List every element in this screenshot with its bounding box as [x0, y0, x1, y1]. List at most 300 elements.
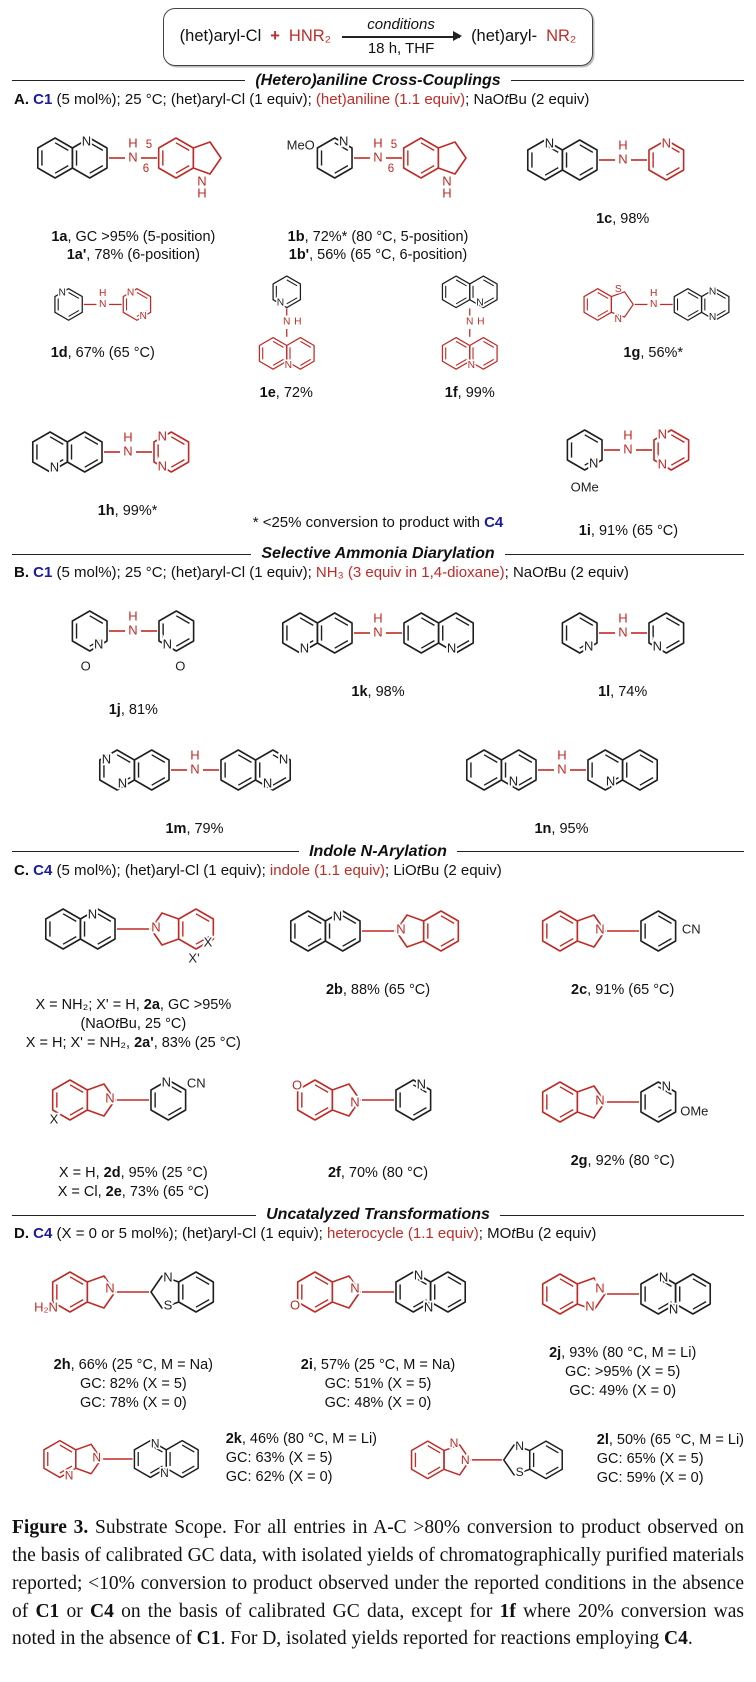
text-segment: , 74%	[610, 684, 648, 701]
svg-text:H: H	[122, 429, 133, 445]
svg-text:H: H	[128, 608, 139, 624]
text-segment: 1a	[51, 228, 68, 245]
compound-labels-2c	[571, 981, 674, 1000]
svg-text:N: N	[617, 150, 628, 166]
compound-label	[54, 1375, 213, 1394]
compound-card-1e	[196, 265, 378, 402]
text-segment: GC: 48% (X = 0)	[324, 1394, 432, 1411]
svg-text:N: N	[94, 636, 104, 652]
text-segment: Bu, 25 °C)	[119, 1015, 187, 1032]
section-title: Selective Ammonia Diarylation	[261, 545, 495, 563]
text-segment: 2f	[327, 1165, 341, 1182]
structure-1h	[13, 402, 243, 502]
compound-labels-2g	[571, 1152, 675, 1171]
text-segment: , 72%	[275, 384, 313, 401]
scheme-reactant-amine: HNR₂	[288, 27, 332, 46]
text-segment: 1n	[534, 821, 552, 838]
svg-text:X': X'	[188, 950, 200, 966]
svg-text:N: N	[589, 455, 599, 471]
text-segment: 1e	[259, 384, 276, 401]
svg-text:N: N	[197, 172, 208, 188]
text-segment: 2a'	[134, 1034, 154, 1051]
text-segment: 2l	[596, 1432, 609, 1449]
text-segment: , 98%	[612, 210, 650, 227]
text-segment: (5 mol%); (het)aryl-Cl (1 equiv);	[52, 861, 270, 879]
svg-text:N: N	[128, 622, 139, 638]
text-segment: 1j	[108, 702, 121, 719]
section-header-d	[12, 1206, 744, 1224]
svg-text:OMe: OMe	[571, 479, 600, 495]
compound-row	[12, 583, 744, 720]
svg-text:N: N	[515, 1438, 525, 1453]
svg-text:N: N	[594, 921, 605, 937]
svg-text:S: S	[163, 1297, 173, 1313]
conditions-line-b	[14, 564, 744, 581]
compound-card-1a	[12, 110, 255, 266]
compound-labels-1a	[51, 228, 215, 266]
compound-labels-1b	[288, 228, 469, 266]
compound-row	[12, 881, 744, 1053]
structure-1j	[18, 583, 248, 701]
conditions-line-a	[14, 91, 744, 108]
structure-2de	[18, 1052, 248, 1164]
compound-card-1i	[513, 402, 744, 541]
text-segment: ; NaO	[504, 564, 544, 582]
text-segment: 1m	[165, 821, 187, 838]
compound-row	[12, 720, 744, 839]
text-segment: , 81%	[120, 702, 158, 719]
text-segment: on the basis of calibrated GC data, except for	[113, 1600, 500, 1622]
header-rule	[12, 1215, 256, 1216]
text-segment: 1l	[598, 684, 611, 701]
compound-label	[351, 683, 404, 702]
compound-label	[26, 1015, 241, 1034]
text-segment: 2d	[103, 1165, 121, 1182]
svg-text:H: H	[189, 747, 200, 763]
svg-text:N: N	[105, 1280, 116, 1296]
text-segment: , 73% (65 °C)	[121, 1184, 209, 1201]
svg-text:N: N	[460, 1452, 470, 1467]
svg-text:N: N	[442, 172, 452, 188]
svg-text:N: N	[150, 1436, 160, 1451]
svg-text:N: N	[594, 1092, 605, 1108]
compound-row	[12, 402, 744, 541]
svg-text:N: N	[82, 132, 92, 148]
compound-card-1c	[501, 110, 744, 229]
text-segment: , 50% (65 °C, M = Li)	[608, 1432, 744, 1449]
svg-text:H: H	[373, 610, 383, 626]
compound-label	[549, 1344, 696, 1363]
text-segment: A.	[14, 90, 34, 108]
compound-labels-2a	[26, 996, 241, 1053]
text-segment: X = H,	[58, 1165, 104, 1182]
text-segment: 1d	[50, 345, 68, 362]
text-segment: B.	[14, 564, 34, 582]
section-header-b	[12, 545, 744, 563]
figure-caption	[12, 1514, 744, 1652]
text-segment: GC: 49% (X = 0)	[569, 1382, 677, 1399]
text-segment: (het)aniline (1.1 equiv)	[315, 90, 466, 108]
text-segment: ; MO	[478, 1225, 512, 1243]
scheme-reactant-arylcl: (het)aryl-Cl	[179, 27, 262, 46]
text-segment: .	[687, 1628, 693, 1650]
text-segment: Substrate Scope. For all entries in A-C >80% conversion to product observed on the basis of calibrated GC data, with isolated yields of chromatographically purified materials reported; <10% conversion to product observed under the reported conditions in the absence of	[12, 1517, 745, 1622]
text-segment: , 99%*	[114, 503, 158, 520]
compound-label	[26, 1034, 241, 1053]
svg-text:N: N	[708, 286, 716, 298]
svg-text:N: N	[282, 316, 290, 328]
structure-2h	[18, 1244, 248, 1356]
compound-label	[288, 246, 469, 265]
structure-1l	[508, 583, 738, 683]
svg-text:H: H	[99, 288, 107, 300]
text-segment: ; NaO	[465, 90, 505, 108]
compound-card-2de	[12, 1052, 255, 1202]
compound-card-2b	[257, 881, 500, 1000]
compound-label	[58, 1164, 209, 1183]
scheme-product-nr2: NR₂	[546, 27, 577, 46]
compound-labels-2j	[549, 1344, 696, 1401]
svg-text:N: N	[467, 360, 476, 372]
svg-text:N: N	[658, 1269, 668, 1285]
compound-card-1d	[12, 265, 194, 363]
svg-text:N: N	[556, 761, 567, 777]
svg-text:N: N	[623, 441, 634, 457]
compound-labels-1l	[598, 683, 647, 702]
text-segment: C1	[35, 1600, 60, 1622]
text-segment: , 91% (65 °C)	[587, 981, 675, 998]
svg-text:N: N	[49, 459, 59, 475]
text-segment: , 99%	[457, 384, 495, 401]
svg-text:N: N	[652, 638, 662, 654]
svg-text:N: N	[122, 443, 133, 459]
text-segment: Bu (2 equiv)	[547, 564, 629, 582]
compound-labels-1i	[579, 522, 678, 541]
text-segment: 1f	[444, 384, 458, 401]
structure-1b	[263, 110, 493, 228]
compound-label	[623, 344, 683, 363]
compound-labels-2f	[328, 1164, 428, 1183]
text-segment: (5 mol%); 25 °C; (het)aryl-Cl (1 equiv);	[52, 564, 316, 582]
section-c	[12, 843, 744, 1202]
header-rule	[505, 554, 744, 555]
compound-labels-2h	[54, 1356, 213, 1413]
svg-text:N: N	[446, 640, 457, 656]
arrow-line	[342, 36, 460, 38]
svg-text:6: 6	[387, 162, 395, 175]
section-title: (Hetero)aniline Cross-Couplings	[255, 71, 501, 89]
text-segment: 2i	[300, 1357, 313, 1374]
svg-text:N: N	[126, 287, 135, 299]
structure-2l	[379, 1413, 595, 1507]
compound-label	[571, 1152, 675, 1171]
compound-label	[260, 384, 313, 403]
svg-text:N: N	[373, 624, 383, 640]
compound-label	[51, 344, 155, 363]
text-segment: 1b	[287, 228, 305, 245]
section-title: Uncatalyzed Transformations	[266, 1206, 490, 1224]
svg-text:S: S	[515, 1464, 524, 1479]
structure-1d	[12, 265, 194, 344]
compound-card-1f	[379, 265, 561, 402]
text-segment: C4	[90, 1600, 114, 1622]
compound-label	[26, 996, 241, 1015]
text-segment: , 78% (6-position)	[86, 247, 200, 264]
conditions-line-c	[14, 862, 744, 879]
svg-text:N: N	[189, 761, 200, 777]
text-segment: * <25% conversion to product with	[252, 514, 485, 532]
scheme-box	[163, 8, 594, 66]
svg-text:5: 5	[146, 138, 153, 151]
header-rule	[457, 851, 744, 852]
svg-text:N: N	[151, 919, 162, 935]
conditions-line-d	[14, 1225, 744, 1242]
compound-row	[12, 1244, 744, 1413]
compound-label	[549, 1382, 696, 1401]
text-segment: 2c	[571, 981, 588, 998]
svg-text:H: H	[442, 184, 452, 200]
svg-text:N: N	[614, 314, 622, 326]
compound-label	[597, 1469, 744, 1488]
text-segment: 1g	[623, 345, 641, 362]
svg-text:N: N	[161, 1074, 172, 1090]
compound-card-1j	[12, 583, 255, 720]
svg-text:H: H	[128, 134, 139, 150]
text-segment: , 95% (25 °C)	[120, 1165, 208, 1182]
text-segment: (5 mol%); 25 °C; (het)aryl-Cl (1 equiv);	[52, 90, 316, 108]
text-segment: . For D, isolated yields reported for reactions employing	[220, 1628, 665, 1650]
svg-text:5: 5	[390, 138, 398, 151]
text-segment: , 57% (25 °C, M = Na)	[312, 1357, 456, 1374]
text-segment: , 67% (65 °C)	[67, 345, 155, 362]
svg-text:6: 6	[143, 162, 150, 175]
svg-text:N: N	[157, 458, 167, 474]
svg-text:N: N	[88, 906, 98, 922]
compound-label	[98, 502, 158, 521]
text-segment: heterocycle (1.1 equiv)	[327, 1225, 479, 1243]
svg-text:N: N	[276, 297, 284, 309]
svg-text:N: N	[139, 311, 147, 323]
svg-text:N: N	[449, 1435, 459, 1450]
text-segment: t	[416, 861, 421, 879]
compound-card-2k	[12, 1413, 377, 1505]
structure-2j	[508, 1244, 738, 1344]
compound-label	[288, 228, 469, 247]
compound-labels-1d	[51, 344, 155, 363]
svg-text:N: N	[466, 316, 474, 328]
compound-label	[328, 1164, 428, 1183]
text-segment: GC: 63% (X = 5)	[225, 1450, 333, 1467]
svg-text:N: N	[649, 299, 657, 311]
text-segment: C4	[484, 514, 504, 532]
compound-label	[597, 1450, 744, 1469]
compound-label	[226, 1449, 377, 1468]
compound-labels-1e	[260, 384, 313, 403]
compound-row	[12, 1413, 744, 1507]
svg-text:H: H	[477, 316, 485, 328]
svg-text:H: H	[197, 184, 208, 200]
compound-row	[12, 110, 744, 266]
text-segment: , 79%	[186, 821, 224, 838]
compound-label	[226, 1468, 377, 1487]
text-segment: C4	[33, 861, 53, 879]
svg-text:N: N	[332, 908, 343, 924]
text-segment: , 92% (80 °C)	[587, 1153, 675, 1170]
svg-text:H: H	[293, 316, 301, 328]
text-segment: GC: >95% (X = 5)	[565, 1363, 681, 1380]
svg-text:O: O	[291, 1077, 303, 1093]
reaction-scheme	[12, 8, 744, 66]
svg-text:N: N	[658, 456, 668, 472]
footnote	[245, 514, 511, 541]
text-segment: , 88% (65 °C)	[342, 981, 431, 998]
svg-text:H: H	[623, 427, 634, 443]
structure-2f	[263, 1052, 493, 1164]
compound-label	[51, 228, 215, 247]
text-segment: ; LiO	[384, 861, 417, 879]
text-segment: 2g	[570, 1153, 588, 1170]
section-d	[12, 1206, 744, 1506]
structure-1i	[513, 402, 743, 522]
compound-labels-1n	[534, 820, 588, 839]
structure-1c	[508, 110, 738, 210]
svg-text:N: N	[262, 775, 272, 791]
text-segment: , 66% (25 °C, M = Na)	[70, 1357, 213, 1374]
compound-labels-1h	[98, 502, 158, 521]
text-segment: GC: 59% (X = 0)	[596, 1469, 704, 1486]
text-segment: GC: 51% (X = 5)	[324, 1375, 432, 1392]
text-segment: C1	[33, 564, 53, 582]
text-segment: GC: 62% (X = 0)	[225, 1469, 333, 1486]
compound-card-2a	[12, 881, 255, 1053]
text-segment: 1k	[351, 684, 368, 701]
scheme-product-aryl: (het)aryl-	[471, 27, 538, 46]
compound-card-2c	[501, 881, 744, 1000]
svg-text:N: N	[617, 624, 628, 640]
text-segment: , 56%*	[640, 345, 684, 362]
compound-label	[445, 384, 495, 403]
svg-text:N: N	[99, 299, 107, 311]
svg-text:N: N	[117, 775, 127, 791]
svg-text:O: O	[289, 1297, 301, 1313]
svg-text:N: N	[594, 1280, 605, 1296]
compound-label	[549, 1363, 696, 1382]
compound-labels-1f	[445, 384, 495, 403]
structure-2a	[18, 881, 248, 996]
compound-card-1g	[563, 265, 745, 363]
compound-label	[326, 981, 430, 1000]
text-segment: where 20% conversion was noted in the absence of	[12, 1600, 745, 1650]
svg-text:N: N	[105, 1090, 116, 1106]
text-segment: 1i	[578, 523, 591, 540]
section-a	[12, 72, 744, 542]
compound-labels-2i	[301, 1356, 455, 1413]
svg-text:N: N	[423, 1299, 434, 1315]
compound-label	[598, 683, 647, 702]
compound-card-1m	[12, 720, 377, 839]
text-segment: Bu (2 equiv)	[515, 1225, 597, 1243]
svg-text:X: X	[203, 934, 213, 950]
compound-row	[12, 265, 744, 402]
text-segment: X = H; X' = NH₂,	[25, 1034, 135, 1051]
svg-text:N: N	[278, 751, 288, 767]
text-segment: 1b'	[288, 247, 310, 264]
structure-1f	[379, 265, 561, 383]
compound-label	[597, 1431, 744, 1450]
svg-text:N: N	[163, 1269, 174, 1285]
figure-body	[12, 72, 744, 1507]
svg-text:N: N	[661, 1078, 671, 1094]
compound-labels-1c	[596, 210, 649, 229]
text-segment: t	[504, 90, 509, 108]
svg-text:H: H	[617, 136, 628, 152]
svg-text:O: O	[80, 658, 92, 674]
text-segment: 2h	[53, 1357, 71, 1374]
svg-text:N: N	[668, 1301, 678, 1317]
text-segment: 1a'	[66, 247, 87, 264]
svg-text:N: N	[350, 1280, 360, 1296]
text-segment: , GC >95%	[159, 996, 232, 1013]
svg-text:S: S	[614, 284, 622, 296]
structure-1m	[80, 720, 310, 820]
compound-card-1l	[501, 583, 744, 702]
compound-label	[579, 522, 678, 541]
text-segment: , 83% (25 °C)	[153, 1034, 241, 1051]
text-segment: , 46% (80 °C, M = Li)	[241, 1431, 377, 1448]
compound-card-1n	[379, 720, 744, 839]
compound-label	[301, 1356, 455, 1375]
text-segment: 2e	[105, 1184, 122, 1201]
reaction-arrow	[342, 17, 460, 57]
compound-card-2i	[257, 1244, 500, 1413]
text-segment: 1h	[97, 503, 115, 520]
svg-text:N: N	[101, 751, 111, 767]
text-segment: C4	[33, 1225, 53, 1243]
structure-1g	[563, 265, 745, 344]
compound-label	[534, 820, 588, 839]
svg-text:MeO: MeO	[286, 136, 315, 152]
section-title: Indole N-Arylation	[309, 842, 447, 860]
svg-text:N: N	[157, 428, 167, 444]
svg-text:N: N	[416, 1076, 426, 1092]
svg-text:N: N	[299, 640, 310, 656]
compound-labels-1j	[109, 701, 158, 720]
compound-label	[109, 701, 158, 720]
svg-text:N: N	[508, 773, 518, 789]
text-segment: t	[115, 1015, 120, 1032]
compound-card-1k	[257, 583, 500, 702]
text-segment: Bu (2 equiv)	[420, 861, 502, 879]
compound-label	[165, 820, 223, 839]
svg-text:OMe: OMe	[679, 1103, 709, 1119]
text-segment: C4	[664, 1628, 688, 1650]
compound-card-2l	[379, 1413, 744, 1507]
scheme-plus: +	[270, 27, 280, 46]
compound-card-1h	[12, 402, 243, 521]
svg-text:N: N	[544, 134, 554, 150]
svg-text:CN: CN	[187, 1075, 207, 1091]
compound-card-2h	[12, 1244, 255, 1413]
header-rule	[12, 80, 245, 81]
compound-labels-2l	[597, 1431, 744, 1488]
structure-2i	[263, 1244, 493, 1356]
text-segment: C.	[14, 861, 34, 879]
svg-text:N: N	[658, 426, 668, 442]
svg-text:N: N	[584, 1298, 595, 1314]
text-segment: , 98%	[367, 684, 405, 701]
structure-2k	[12, 1413, 224, 1505]
compound-label	[54, 1394, 213, 1413]
